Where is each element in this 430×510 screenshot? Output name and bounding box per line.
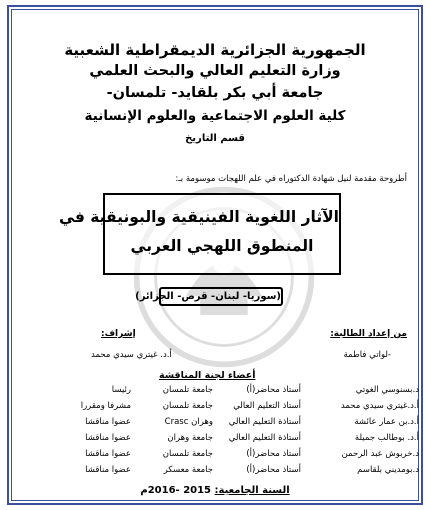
jury-member-institution: وهران Crasc: [164, 417, 213, 427]
jury-member-name: أ.د.غيتري سيدي محمد: [340, 401, 419, 411]
jury-member-role: رئيسا: [111, 385, 131, 395]
jury-row: [35, 449, 419, 465]
jury-row: [35, 417, 419, 433]
jury-member-name: د.بومديني بلقاسم: [357, 465, 419, 475]
jury-member-institution: جامعة تلمسان: [162, 385, 213, 395]
jury-member-role: عضوا مناقشا: [85, 433, 131, 443]
jury-row: [35, 385, 419, 401]
jury-member-role: عضوا مناقشا: [85, 417, 131, 427]
supervisor-name: أ.د. غيتري سيدي محمد: [91, 350, 172, 360]
department-name: قسم التاريخ: [185, 133, 245, 144]
thesis-title-box: [59, 193, 341, 275]
jury-heading: أعضاء لجنة المناقشة: [159, 370, 256, 381]
jury-member-institution: جامعة معسكر: [163, 465, 213, 475]
jury-member-rank: أستاذ التعليم العالي: [233, 401, 301, 411]
supervisor-label: إشراف:: [101, 329, 136, 339]
jury-row: [35, 401, 419, 417]
thesis-subtitle: (سوريا- لبنان- قرص- الجزائر): [159, 287, 283, 306]
jury-member-rank: أستاذ محاضر(أ): [246, 385, 301, 395]
academic-year: [9, 485, 421, 496]
jury-member-role: عضوا مناقشا: [85, 449, 131, 459]
jury-member-institution: جامعة تلمسان: [162, 449, 213, 459]
jury-member-institution: جامعة تلمسان: [162, 401, 213, 411]
student-label: من إعداد الطالبة:: [330, 329, 407, 339]
jury-member-name: أ.د. بوطالب جميلة: [354, 433, 419, 443]
jury-row: [35, 433, 419, 449]
jury-member-rank: أستاذ محاضر(أ): [246, 465, 301, 475]
ministry-name: وزارة التعليم العالي والبحث العلمي: [89, 63, 341, 79]
jury-member-name: أ.د.بن عمار عائشة: [354, 417, 419, 427]
jury-member-institution: جامعة وهران: [167, 433, 213, 443]
jury-member-name: د.خربوش عبد الرحمن: [341, 449, 419, 459]
student-name: -لواتي فاطمة: [343, 350, 391, 360]
thesis-intro: أطروحة مقدمة لنيل شهادة الدكتوراه في علم اللهجات موسومة بـ:: [175, 174, 407, 184]
jury-member-role: مشرفا ومقررا: [80, 401, 131, 411]
republic-name: الجمهورية الجزائرية الديمقراطية الشعبية: [64, 41, 366, 59]
academic-year-label: السنة الجامعية:: [214, 485, 290, 496]
thesis-cover-page: [7, 5, 423, 505]
university-name: جامعة أبي بكر بلقايد- تلمسان-: [106, 85, 324, 101]
academic-year-value: 2015 -2016م: [140, 485, 212, 496]
jury-member-rank: أستاذ محاضر(أ): [246, 449, 301, 459]
jury-row: [35, 465, 419, 481]
jury-member-rank: أستاذة التعليم العالي: [228, 433, 301, 443]
jury-member-rank: أستاذة التعليم العالي: [228, 417, 301, 427]
faculty-name: كلية العلوم الاجتماعية والعلوم الإنسانية: [84, 108, 346, 124]
thesis-title-line-2: المنطوق اللهجي العربي: [130, 237, 314, 255]
jury-member-name: د.بسنوسي الغوتي: [355, 385, 419, 395]
thesis-title-line-1: الآثار اللغوية الفينيقية والبونيقية في: [59, 208, 339, 226]
jury-member-role: عضوا مناقشا: [85, 465, 131, 475]
